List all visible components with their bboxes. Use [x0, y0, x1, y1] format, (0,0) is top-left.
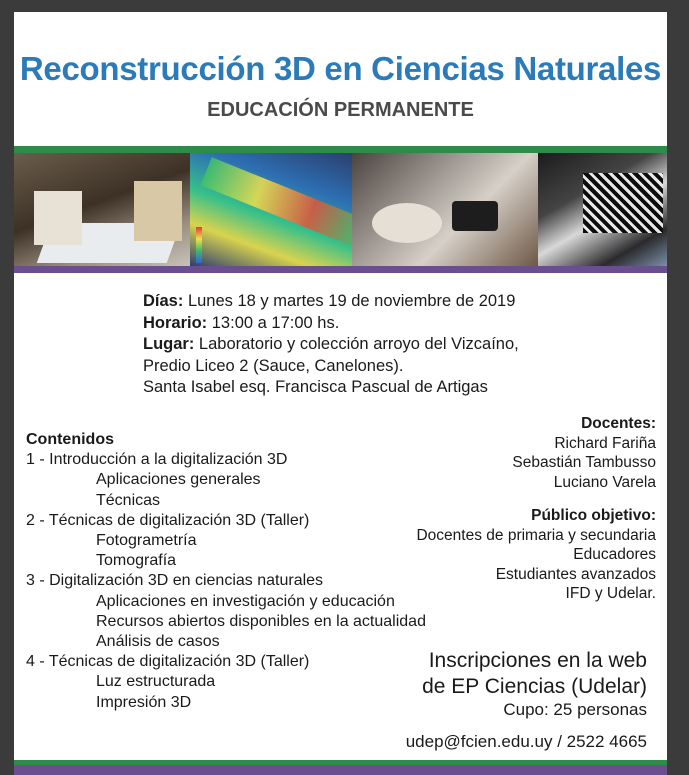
publico-heading: Público objetivo: [531, 507, 656, 524]
contenido-sub: Recursos abiertos disponibles en la actualidad [96, 612, 426, 630]
horario-value: 13:00 a 17:00 hs. [207, 313, 340, 332]
docente-name: Sebastián Tambusso [512, 454, 656, 471]
cupo-text: Cupo: 25 personas [503, 700, 647, 719]
lugar-value: Laboratorio y colección arroyo del Vizcaíno, [194, 335, 519, 353]
docentes-heading: Docentes: [581, 415, 656, 432]
photo-3d-scan-heatmap [190, 153, 352, 266]
photo-structured-light [538, 153, 667, 266]
green-band [14, 146, 667, 153]
camera [452, 201, 498, 231]
spacer [416, 492, 656, 506]
contenido-item-3: 3 - Digitalización 3D en ciencias naturales [26, 572, 324, 590]
flyer-page [14, 12, 667, 775]
flyer-subtitle: EDUCACIÓN PERMANENTE [207, 99, 474, 121]
lugar-label: Lugar: [143, 335, 195, 353]
contenido-sub: Impresión 3D [96, 693, 192, 711]
publico-item: Educadores [573, 546, 656, 563]
skull-fossil [372, 203, 442, 243]
event-details [143, 291, 519, 399]
contenidos-heading: Contenidos [26, 431, 114, 448]
contenido-sub: Luz estructurada [96, 673, 216, 691]
dias-line [143, 291, 519, 313]
purple-band [14, 266, 667, 273]
horario-label: Horario: [143, 313, 208, 332]
photo-strip [14, 153, 667, 266]
inscripciones-line-2: de EP Ciencias (Udelar) [422, 675, 647, 698]
contenidos-section [26, 430, 426, 713]
contenido-sub: Técnicas [96, 491, 161, 509]
megafauna-box [134, 181, 182, 241]
contenido-item-1: 1 - Introducción a la digitalización 3D [26, 451, 288, 469]
lugar-line-3: Santa Isabel esq. Francisca Pascual de Artigas [143, 378, 488, 396]
docente-name: Richard Fariña [554, 434, 656, 452]
dias-label: Días: [143, 292, 184, 310]
photo-skull-photography [352, 153, 538, 266]
photo-megafauna-models [14, 153, 190, 266]
contenido-sub: Fotogrametría [96, 532, 197, 550]
inscripciones-line-1: Inscripciones en la web [428, 649, 647, 672]
color-scale [196, 227, 202, 263]
horario-line [143, 313, 519, 335]
docentes-publico-section [416, 414, 656, 604]
inscripciones-block [422, 648, 647, 700]
contenido-sub: Análisis de casos [96, 633, 220, 651]
contact-info: udep@fcien.edu.uy / 2522 4665 [405, 732, 647, 751]
monitor-screen [583, 173, 663, 233]
contenido-item-2: 2 - Técnicas de digitalización 3D (Taller) [26, 511, 310, 529]
docente-name: Luciano Varela [553, 473, 656, 491]
contenido-item-4: 4 - Técnicas de digitalización 3D (Taller) [26, 653, 310, 671]
contenido-sub: Aplicaciones en investigación y educación [96, 592, 395, 610]
bottom-purple-band [14, 765, 667, 775]
publico-item: IFD y Udelar. [565, 585, 656, 602]
lugar-line-2: Predio Liceo 2 (Sauce, Canelones). [143, 356, 404, 375]
dias-value: Lunes 18 y martes 19 de noviembre de 2019 [183, 292, 516, 310]
publico-item: Docentes de primaria y secundaria [416, 526, 656, 544]
flyer-title: Reconstrucción 3D en Ciencias Naturales [19, 50, 662, 87]
contenido-sub: Tomografía [96, 552, 177, 570]
white-box [34, 191, 82, 245]
scan-strip [201, 157, 352, 248]
contenido-sub: Aplicaciones generales [96, 471, 261, 489]
publico-item: Estudiantes avanzados [495, 565, 656, 583]
lugar-line [143, 334, 519, 356]
